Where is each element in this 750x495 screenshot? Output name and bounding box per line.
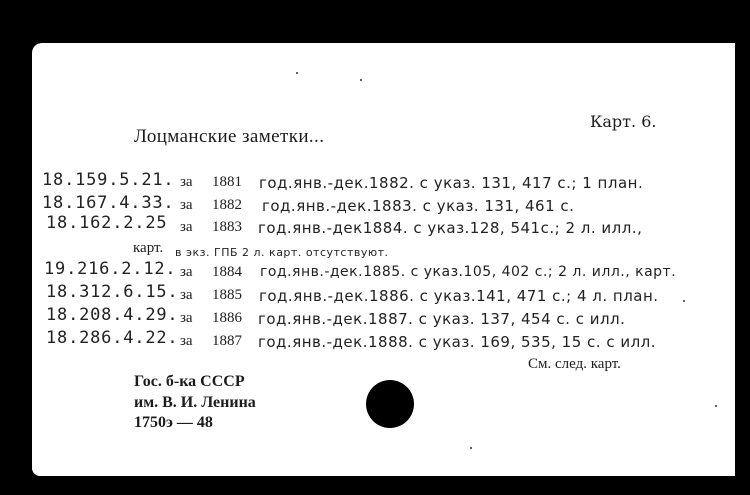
see-next-card: См. след. карт. xyxy=(528,356,621,372)
dust-speck xyxy=(360,79,362,81)
entry-year: 1885 xyxy=(212,287,242,303)
entry-description: год.янв.-дек.1883. с указ. 131, 461 с. xyxy=(262,197,575,215)
shelf-mark: 18.162.2.25 xyxy=(46,213,168,233)
card-edge-shadow xyxy=(735,40,750,480)
library-stamp-line-2: им. В. И. Ленина xyxy=(134,394,256,411)
library-stamp-line-1: Гос. б-ка СССР xyxy=(134,373,245,390)
shelf-mark: 18.159.5.21. xyxy=(42,170,175,190)
entry-prefix: за xyxy=(180,287,193,303)
entry-prefix: за xyxy=(180,310,193,326)
shelf-mark: 18.312.6.15. xyxy=(46,282,179,302)
dust-speck xyxy=(715,405,717,407)
entry-prefix: за xyxy=(180,197,193,213)
shelf-mark: 18.286.4.22. xyxy=(46,328,179,348)
handwritten-holding-note: в экз. ГПБ 2 л. карт. отсутствуют. xyxy=(175,246,389,259)
entry-year: 1886 xyxy=(212,310,242,326)
entry-year: 1887 xyxy=(212,333,242,349)
entry-prefix: за xyxy=(180,219,193,235)
card-number: Карт. 6. xyxy=(590,112,657,131)
entry-prefix: за xyxy=(180,174,193,190)
entry-year: 1884 xyxy=(212,264,242,280)
entry-description: год.янв.-дек.1888. с указ. 169, 535, 15 с. с илл. xyxy=(258,333,657,351)
dust-speck xyxy=(470,447,472,449)
entry-prefix: за xyxy=(180,333,193,349)
shelf-mark: 18.167.4.33. xyxy=(42,193,175,213)
punch-hole xyxy=(366,380,414,428)
dust-speck xyxy=(683,300,685,302)
entry-description: год.янв.-дек.1885. с указ.105, 402 с.; 2 л. илл., карт. xyxy=(260,264,677,280)
shelf-mark: 18.208.4.29. xyxy=(46,305,179,325)
entry-year: 1881 xyxy=(212,174,242,190)
card-title: Лоцманские заметки... xyxy=(134,126,325,147)
dust-speck xyxy=(296,72,298,74)
entry-description: год.янв.-дек.1887. с указ. 137, 454 с. с илл. xyxy=(258,310,626,328)
entry-description: год.янв.-дек.1886. с указ.141, 471 с.; 4 л. план. xyxy=(259,287,659,305)
shelf-mark: 19.216.2.12. xyxy=(44,259,177,279)
continuation-prefix: карт. xyxy=(133,240,164,256)
entry-description: год.янв.-дек1884. с указ.128, 541с.; 2 л. илл., xyxy=(258,219,643,237)
entry-year: 1883 xyxy=(212,219,242,235)
entry-prefix: за xyxy=(180,264,193,280)
entry-year: 1882 xyxy=(212,197,242,213)
print-run-code: 1750э — 48 xyxy=(134,414,213,431)
entry-description: год.янв.-дек.1882. с указ. 131, 417 с.; 1 план. xyxy=(259,174,644,192)
